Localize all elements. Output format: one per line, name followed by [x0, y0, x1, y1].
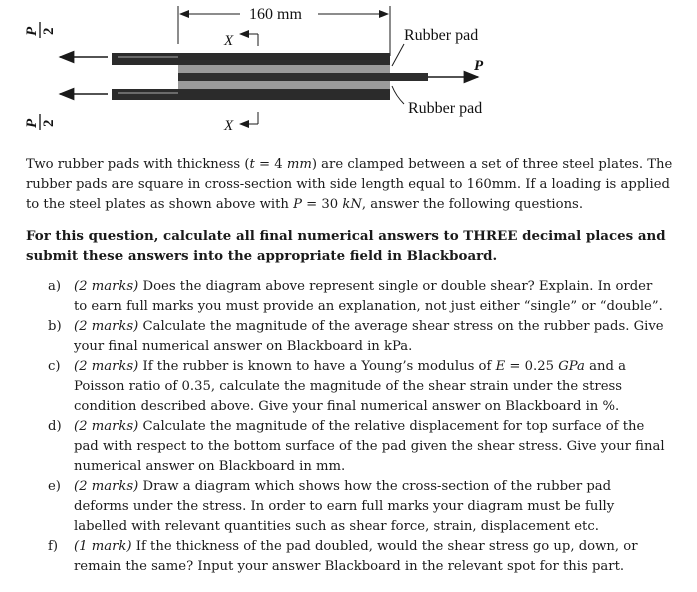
- question-text: Calculate the magnitude of the relative displacement for top surface of the pad with respect to the bottom surface of the pad given the shear stress. Give your final numerical answer on Blackboard in mm.: [74, 419, 665, 474]
- question-e: [0, 477, 666, 537]
- question-text: Does the diagram above represent single or double shear? Explain. In order to earn full marks you must provide an explanation, not just either “single” or “double”.: [74, 279, 663, 314]
- question-letter: d): [48, 419, 62, 434]
- plate-highlight-top: [118, 56, 178, 58]
- rubber-pad-top-label: Rubber pad: [404, 27, 479, 44]
- load-label-left-bottom-num: P: [24, 118, 40, 128]
- question-d: [0, 417, 666, 477]
- question-b: [0, 317, 666, 357]
- load-label-right: P: [474, 58, 484, 74]
- question-a: [0, 277, 666, 317]
- intro-part2: ) are clamped between a set of three steel plates. The rubber pads are square in cross-section with side length equal to 160mm. If a loading is applied to the steel plates as shown above with: [26, 157, 673, 212]
- question-list: [0, 277, 697, 577]
- e-variable: E: [495, 359, 506, 374]
- intro-part1: Two rubber pads with thickness (: [26, 157, 250, 172]
- e-unit: GPa: [558, 359, 585, 374]
- instruction-paragraph: For this question, calculate all final numerical answers to THREE decimal places and submit these answers into the appropriate field in Blackboard.: [26, 228, 666, 264]
- t-unit: mm: [286, 157, 312, 172]
- load-label-left-top-den: 2: [41, 27, 57, 35]
- question-c: [0, 357, 666, 417]
- load-label-left-bottom: [24, 114, 57, 130]
- question-letter: e): [48, 479, 61, 494]
- question-text: Draw a diagram which shows how the cross-section of the rubber pad deforms under the stress. In order to earn full marks your diagram must be fully labelled with relevant quantities such as shear force, strain, displacement etc.: [74, 479, 615, 534]
- intro-paragraph: [26, 155, 676, 215]
- question-letter: a): [48, 279, 62, 294]
- question-letter: c): [48, 359, 61, 374]
- question-marks: (2 marks): [74, 359, 139, 374]
- section-label-bottom: X: [224, 118, 234, 134]
- p-variable: P: [293, 197, 302, 212]
- p-equals: = 30: [301, 197, 343, 212]
- steel-plate-middle: [178, 73, 428, 81]
- intro-part3: , answer the following questions.: [361, 197, 584, 212]
- p-unit: kN: [342, 197, 362, 212]
- t-equals: = 4: [254, 157, 287, 172]
- question-marks: (2 marks): [74, 479, 139, 494]
- section-label-top: X: [224, 33, 234, 49]
- rubber-pad-top: [178, 65, 390, 73]
- steel-plate-bottom: [112, 89, 390, 100]
- steel-plate-top: [112, 53, 390, 65]
- question-marks: (2 marks): [74, 279, 139, 294]
- load-label-left-bottom-den: 2: [41, 119, 57, 127]
- question-marks: (2 marks): [74, 319, 139, 334]
- t-variable: t: [249, 157, 255, 172]
- question-marks: (1 mark): [74, 539, 132, 554]
- shear-diagram: [0, 0, 697, 150]
- rubber-pad-bottom-leader: [392, 86, 404, 104]
- load-label-left-top: [24, 22, 57, 38]
- question-letter: f): [48, 539, 59, 554]
- plate-highlight-bottom: [118, 92, 178, 94]
- dimension-label: 160 mm: [249, 6, 302, 23]
- rubber-pad-bottom-label: Rubber pad: [408, 100, 483, 117]
- question-text-after: and a Poisson ratio of 0.35, calculate the magnitude of the shear strain under the stress condition described above. Give your final numerical answer on Blackboard in %.: [74, 359, 626, 414]
- rubber-pad-bottom: [178, 81, 390, 89]
- question-f: [0, 537, 666, 577]
- question-letter: b): [48, 319, 62, 334]
- e-equals: = 0.25: [505, 359, 559, 374]
- question-text-before: If the rubber is known to have a Young’s modulus of: [138, 359, 496, 374]
- question-marks: (2 marks): [74, 419, 139, 434]
- load-label-left-top-num: P: [24, 26, 40, 36]
- question-text: Calculate the magnitude of the average shear stress on the rubber pads. Give your final numerical answer on Blackboard in kPa.: [74, 319, 664, 354]
- question-text: If the thickness of the pad doubled, would the shear stress go up, down, or remain the same? Input your answer Blackboard in the relevant spot for this part.: [74, 539, 638, 574]
- rubber-pad-top-leader: [392, 44, 404, 66]
